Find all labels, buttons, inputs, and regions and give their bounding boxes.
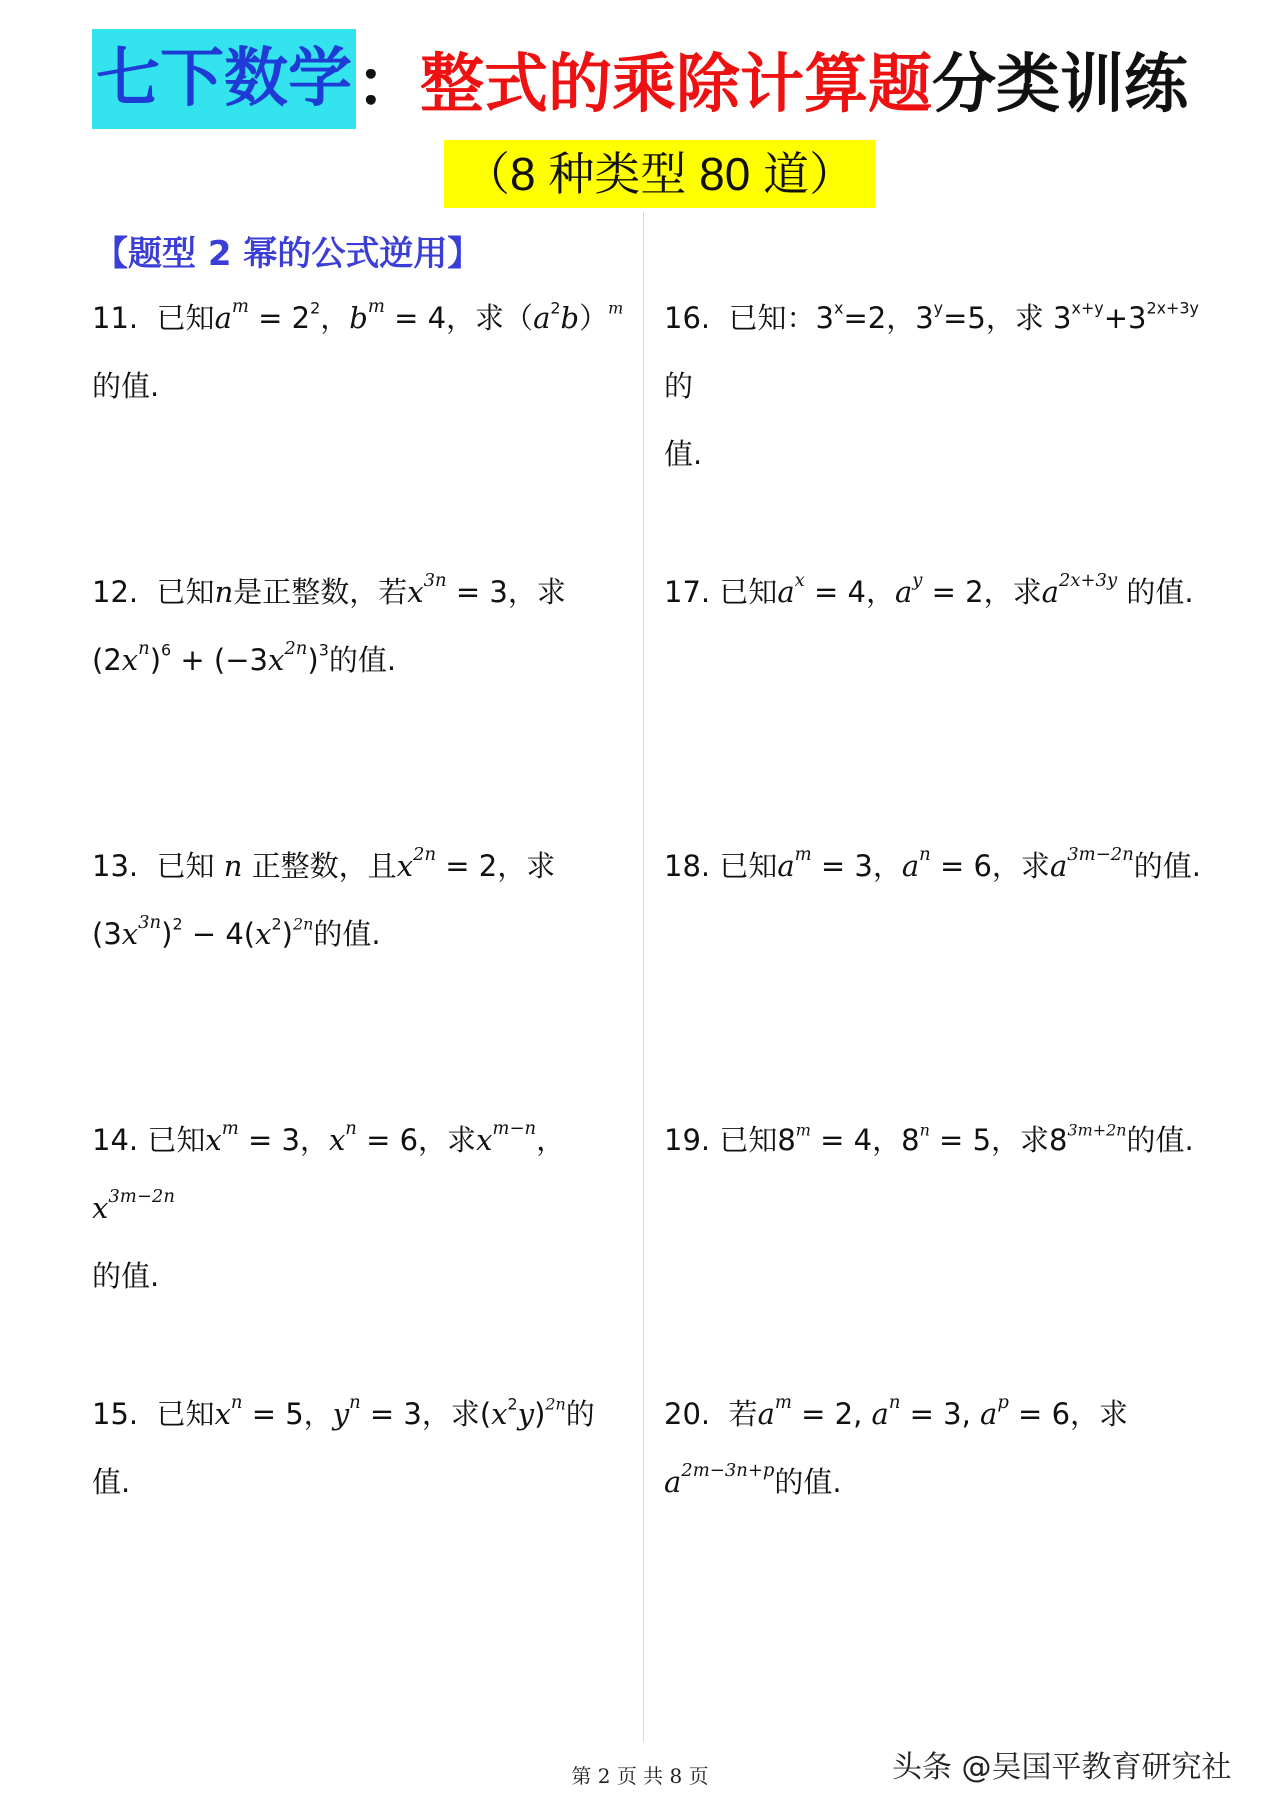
subtitle: （8 种类型 80 道）	[444, 140, 875, 208]
title-colon: ：	[356, 48, 420, 122]
question-11: 11. 已知$a^m = 2^2$，$b^m = 4$，求$(a^2b)^m$ 的值.	[92, 295, 624, 403]
title-grade: 七下数学	[92, 29, 356, 129]
column-divider	[643, 212, 644, 1742]
question-14: 14. 已知$x^m = 3$，$x^n = 6$，求$x^{m-n}$，$x^{3m-2n}$ 的值.	[92, 1117, 566, 1293]
subtitle-wrap	[444, 140, 875, 208]
document-title	[92, 28, 1188, 130]
question-19: 19. 已知$8^m = 4$，$8^n = 5$，求$8^{3m+2n}$的值.	[664, 1120, 1194, 1157]
question-20: 20. 若$a^m = 2$, $a^n = 3$, $a^p = 6$，求 $a^{2m-3n+p}$的值.	[664, 1391, 1129, 1499]
question-18: 18. 已知$a^m = 3$，$a^n = 6$，求$a^{3m-2n}$的值.	[664, 843, 1201, 883]
question-13: 13. 已知 n 正整数，且$x^{2n} = 2$，求 $(3x^{3n})^2 - 4(x^2)^{2n}$的值.	[92, 843, 556, 951]
title-kind: 分类训练	[932, 48, 1188, 122]
page-footer: 第 2 页 共 8 页	[571, 1764, 709, 1788]
watermark: 头条 @吴国平教育研究社	[892, 1750, 1232, 1785]
question-16: 16. 已知：$3^x=2$，$3^y=5$，求 $3^{x+y}+3^{2x+3y}$的 值.	[664, 298, 1199, 471]
title-topic: 整式的乘除计算题	[420, 48, 932, 122]
question-15: 15. 已知$x^n = 5$，$y^n = 3$，求$(x^2y)^{2n}$的 值.	[92, 1391, 595, 1499]
question-17: 17. 已知$a^x = 4$，$a^y = 2$，求$a^{2x+3y}$ 的值.	[664, 569, 1194, 609]
section-heading: 【题型 2 幂的公式逆用】	[94, 234, 482, 274]
question-12: 12. 已知n是正整数，若$x^{3n} = 3$，求 $(2x^n)^6 + (-3x^{2n})^3$的值.	[92, 569, 566, 677]
